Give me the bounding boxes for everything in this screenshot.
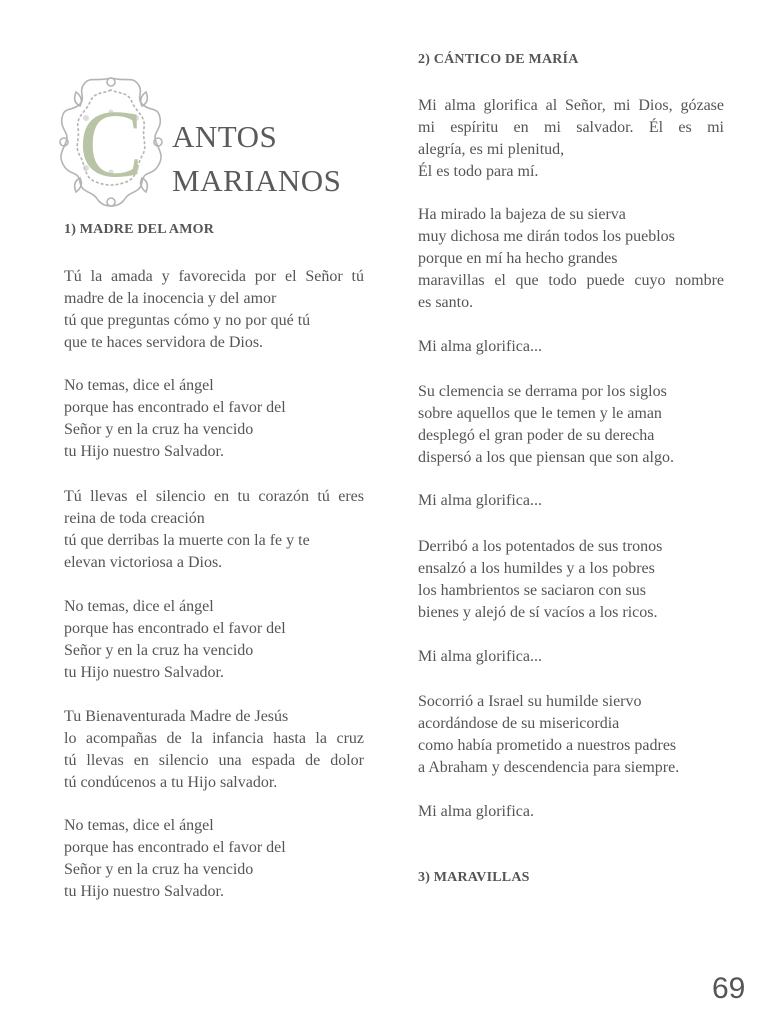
chorus-stanza [64,596,364,684]
section-title [56,72,356,212]
lyric-line: Su clemencia se derrama por los siglos [418,383,667,400]
lyric-line: No temas, dice el ángel [64,377,214,394]
lyric-line: como había prometido a nuestros padres [418,737,677,754]
lyric-line: Mi alma glorifica... [418,648,542,665]
lyric-line: Mi alma glorifica... [418,338,542,355]
lyric-line: acordándose de su misericordia [418,715,620,732]
song-heading-3: 3) MARAVILLAS [418,870,530,885]
lyric-line: Tú llevas el silencio en tu corazón tú eres [64,488,364,505]
lyric-line: tu Hijo nuestro Salvador. [64,883,224,900]
lyric-line: Mi alma glorifica... [418,492,542,509]
lyric-line: a Abraham y descendencia para siempre. [418,759,680,776]
lyric-line: maravillas el que todo puede cuyo nombre [418,272,724,289]
lyric-line: Él es todo para mí. [418,163,539,180]
decorative-initial-letter: C [78,90,144,197]
lyric-line: desplegó el gran poder de su derecha [418,427,655,444]
lyric-line: porque has encontrado el favor del [64,839,286,856]
lyric-line: tú que preguntas cómo y no por qué tú [64,312,311,329]
stanza [64,706,364,794]
lyric-line: Tu Bienaventurada Madre de Jesús [64,708,289,725]
lyric-line: muy dichosa me dirán todos los pueblos [418,228,675,245]
stanza [418,536,724,624]
page-number: 69 [712,972,746,1005]
lyric-line: lo acompañas de la infancia hasta la cruz [64,730,364,747]
refrain-line [418,490,724,512]
lyric-line: ensalzó a los humildes y a los pobres [418,560,655,577]
lyric-line: Ha mirado la bajeza de su sierva [418,206,626,223]
lyric-line: elevan victoriosa a Dios. [64,554,223,571]
lyric-line: que te haces servidora de Dios. [64,334,264,351]
refrain-line [418,801,724,823]
chorus-stanza [64,815,364,903]
lyric-line: Socorrió a Israel su humilde siervo [418,693,642,710]
title-line-2: MARIANOS [172,163,342,198]
stanza [418,95,724,183]
lyric-line: Derribó a los potentados de sus tronos [418,538,663,555]
title-line-1: ANTOS [172,119,278,154]
lyric-line: bienes y alejó de sí vacíos a los ricos. [418,604,658,621]
stanza [418,691,724,779]
lyric-line: sobre aquellos que le temen y le aman [418,405,662,422]
stanza [64,486,364,574]
refrain-line [418,646,724,668]
lyric-line: alegría, es mi plenitud, [418,141,565,158]
stanza [418,204,724,314]
lyric-line: los hambrientos se saciaron con sus [418,582,646,599]
stanza [64,266,364,354]
chorus-stanza [64,375,364,463]
song-heading-1: 1) MADRE DEL AMOR [64,222,215,237]
lyric-line: Señor y en la cruz ha vencido [64,861,254,878]
refrain-line [418,336,724,358]
lyric-line: es santo. [418,294,474,311]
lyric-line: porque has encontrado el favor del [64,399,286,416]
lyric-line: tu Hijo nuestro Salvador. [64,443,224,460]
lyric-line: porque has encontrado el favor del [64,620,286,637]
song-heading-2: 2) CÁNTICO DE MARÍA [418,52,579,67]
lyric-line: No temas, dice el ángel [64,598,214,615]
lyric-line: porque en mí ha hecho grandes [418,250,618,267]
lyric-line: Mi alma glorifica al Señor, mi Dios, gózase [418,97,724,114]
lyric-line: Señor y en la cruz ha vencido [64,642,254,659]
lyric-line: No temas, dice el ángel [64,817,214,834]
ornamental-initial-frame [56,72,166,212]
lyric-line: reina de toda creación [64,510,205,527]
lyric-line: mi espíritu en mi salvador. Él es mi [418,119,724,136]
lyric-line: Señor y en la cruz ha vencido [64,421,254,438]
lyric-line: tú condúcenos a tu Hijo salvador. [64,774,278,791]
lyric-line: tú que derribas la muerte con la fe y te [64,532,310,549]
lyric-line: madre de la inocencia y del amor [64,290,277,307]
lyric-line: tú llevas en silencio una espada de dolor [64,752,364,769]
lyric-line: Mi alma glorifica. [418,803,534,820]
lyric-line: dispersó a los que piensan que son algo. [418,449,674,466]
lyric-line: Tú la amada y favorecida por el Señor tú [64,268,364,285]
stanza [418,381,724,469]
lyric-line: tu Hijo nuestro Salvador. [64,664,224,681]
